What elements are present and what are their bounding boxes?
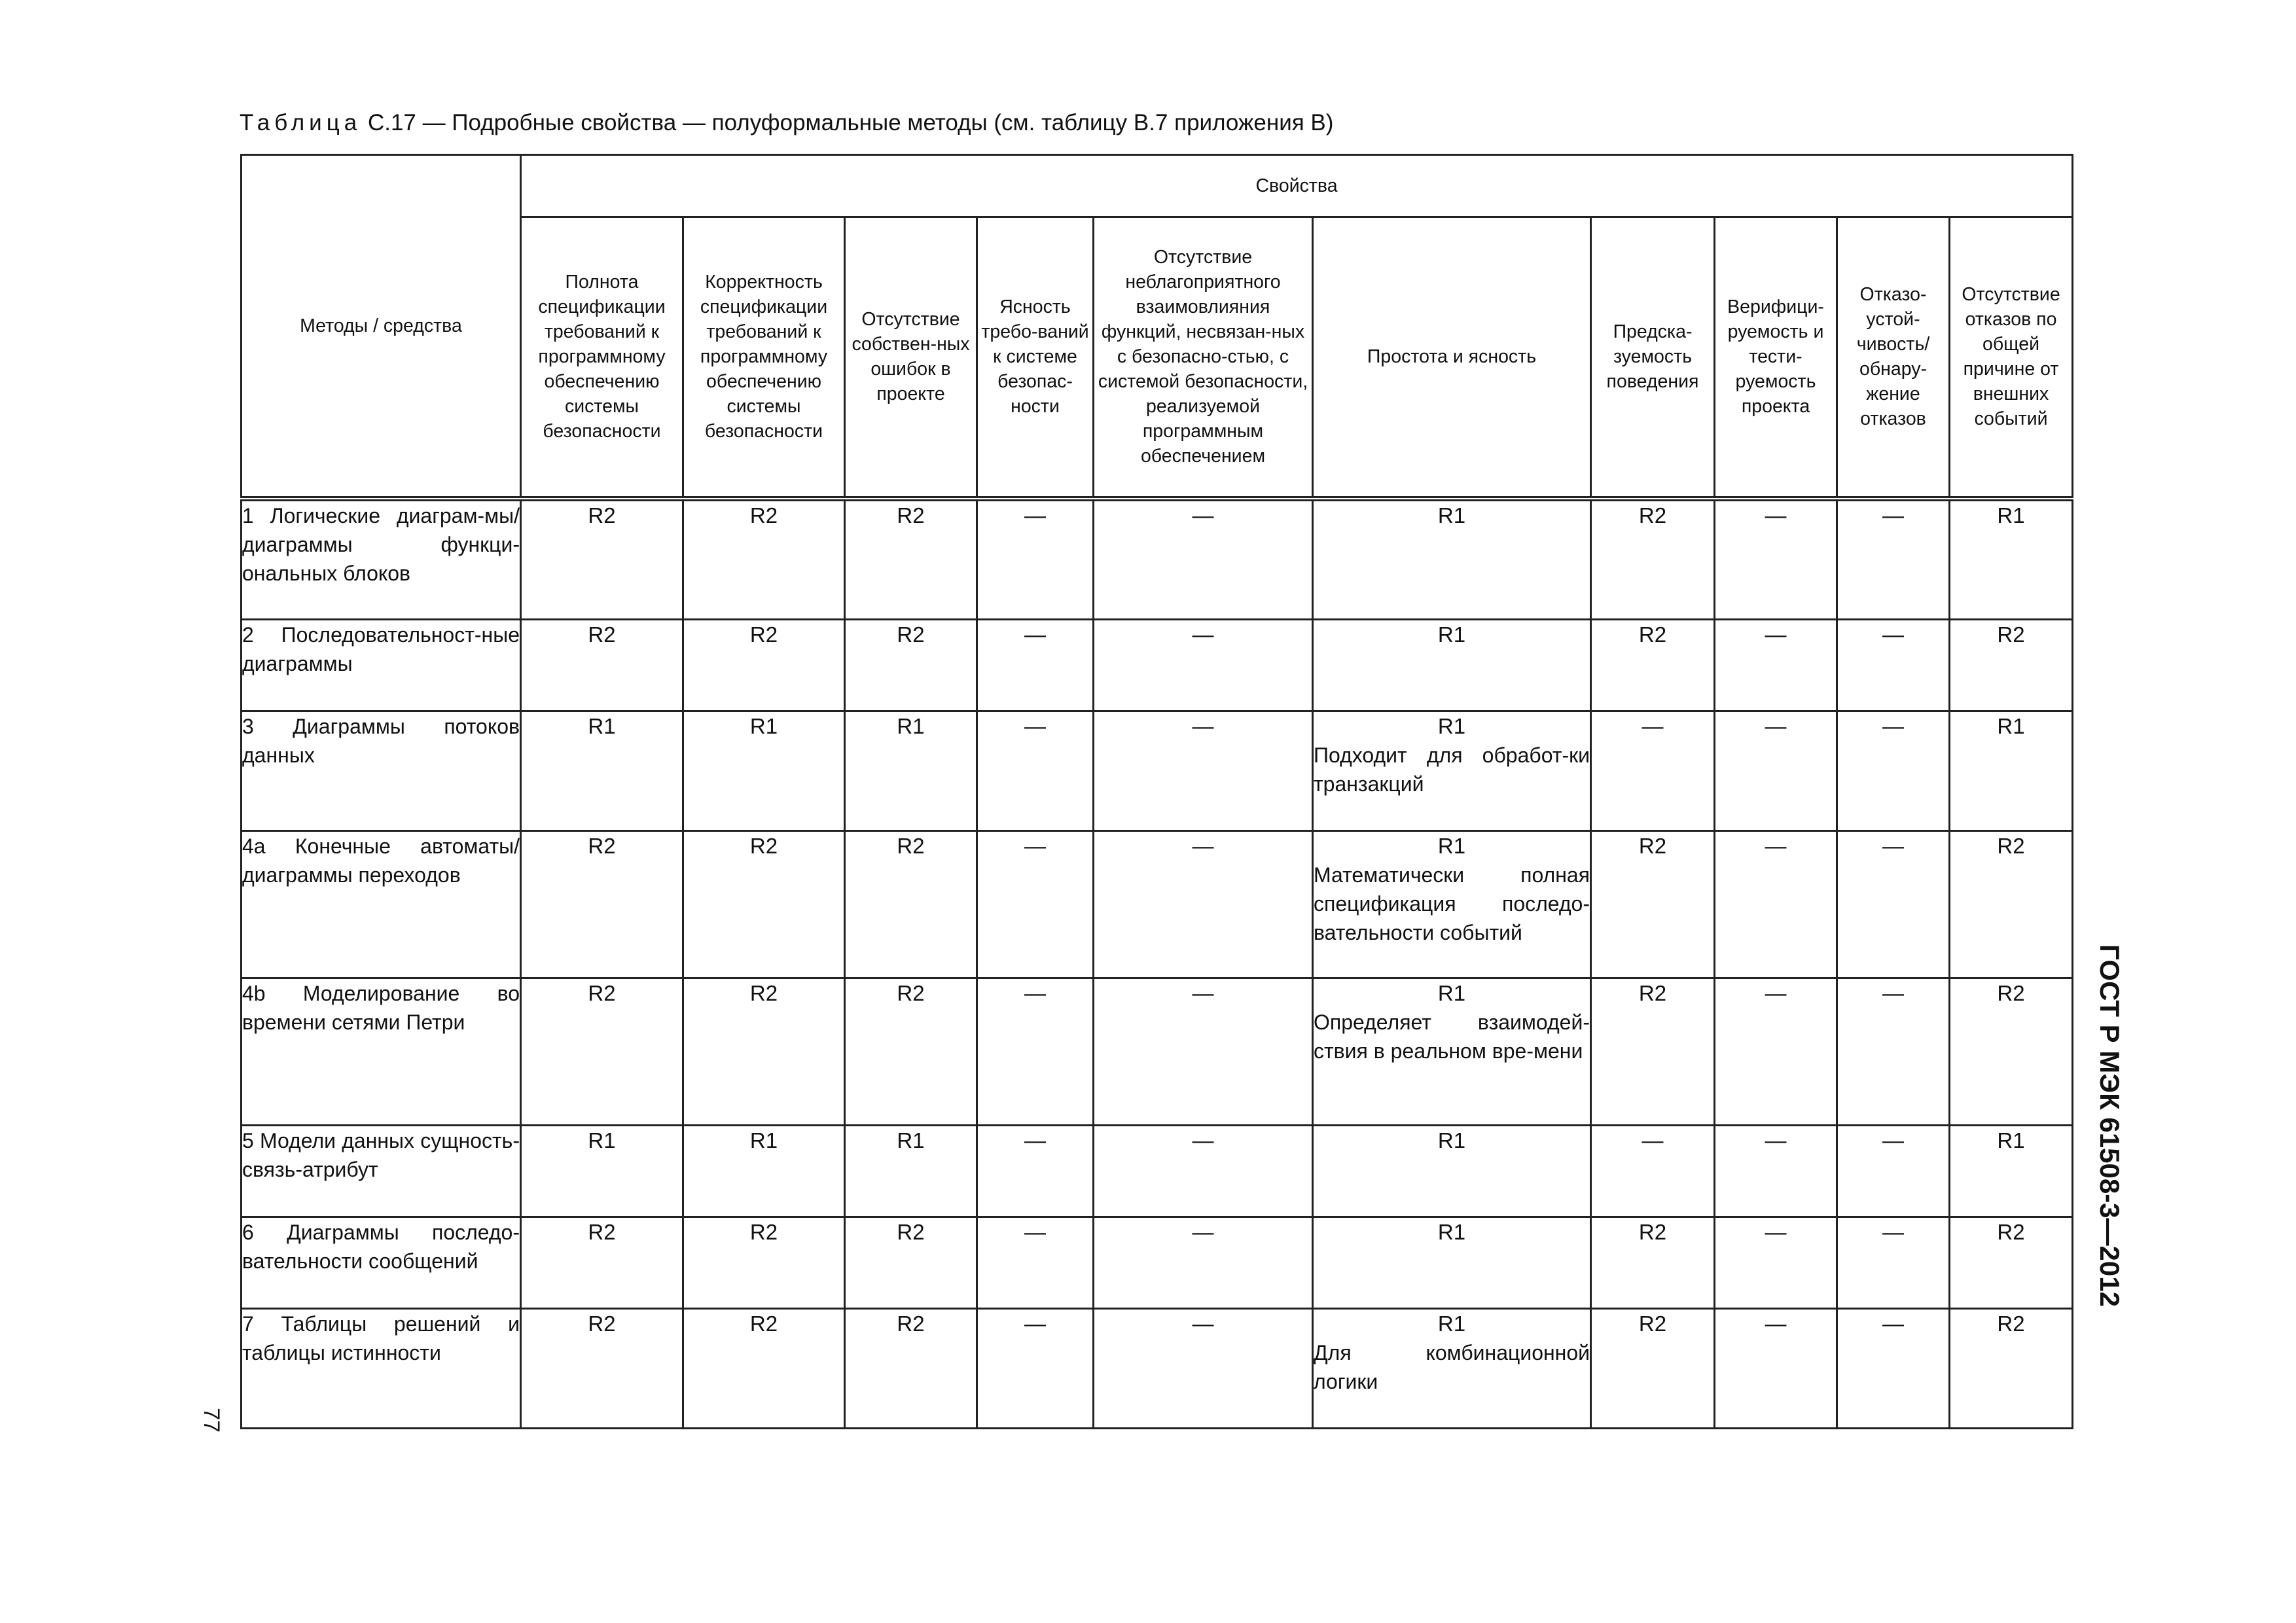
simplicity-cell [1313,978,1591,1126]
method-name: 2 Последовательност-ные диаграммы [242,620,521,711]
method-name: 4а Конечные автоматы/ диаграммы переходов [242,831,521,978]
rating-value: — [1591,1126,1715,1217]
simplicity-cell [1313,1309,1591,1429]
rating-value: R1 [1437,503,1466,527]
rating-value: — [977,1217,1094,1309]
rating-value: R2 [845,620,977,711]
rating-note: Математически полная спецификация последо-вательности событий [1314,863,1590,944]
rating-value: R2 [1591,1217,1715,1309]
rating-value: R2 [1950,620,2073,711]
rating-value: — [1837,1309,1950,1429]
method-name: 4b Моделирование во времени сетями Петри [242,978,521,1126]
rating-value: R1 [1950,711,2073,831]
rating-value: — [977,1309,1094,1429]
rating-value: R2 [1950,1309,2073,1429]
rating-value: — [1715,1217,1837,1309]
rating-value: — [977,831,1094,978]
property-header: Отсутствие неблагоприятного взаимовлияния функций, несвязан-ных с безопасно-стью, с системой безопасности, реализуемой программным обеспечением [1094,217,1313,499]
properties-table [240,154,2073,1429]
rating-value: R2 [1591,831,1715,978]
rating-value: R1 [1437,622,1466,647]
rating-value: R2 [845,978,977,1126]
rating-value: — [1715,978,1837,1126]
property-header: Простота и ясность [1313,217,1591,499]
simplicity-cell [1313,1217,1591,1309]
method-name: 6 Диаграммы последо-вательности сообщений [242,1217,521,1309]
rating-value: — [1837,620,1950,711]
property-header: Отсутствие отказов по общей причине от внешних событий [1950,217,2073,499]
rating-value: R1 [1437,981,1466,1005]
rating-value: — [977,978,1094,1126]
simplicity-cell [1313,1126,1591,1217]
rating-value: R2 [521,1217,683,1309]
rating-value: — [1715,1126,1837,1217]
rating-value: R2 [521,831,683,978]
property-header: Отказо-устой-чивость/ обнару-жение отказов [1837,217,1950,499]
rating-value: R1 [521,711,683,831]
rating-note: Подходит для обработ-ки транзакций [1314,743,1590,796]
rating-value: — [1837,499,1950,620]
table-row [242,620,2073,711]
rating-value: R2 [683,1217,845,1309]
rating-value: — [1094,1309,1313,1429]
rating-value: R2 [683,499,845,620]
table-row [242,1126,2073,1217]
table-caption [240,109,2072,137]
rating-value: — [1715,499,1837,620]
rating-value: R2 [521,978,683,1126]
table-row [242,1309,2073,1429]
rating-value: R2 [521,1309,683,1429]
rating-note: Определяет взаимодей-ствия в реальном вре-мени [1314,1010,1590,1063]
table-row [242,978,2073,1126]
caption-prefix: Таблица [240,110,362,135]
property-header: Отсутствие собствен-ных ошибок в проекте [845,217,977,499]
rating-value: — [1837,978,1950,1126]
standard-designation: ГОСТ Р МЭК 61508-3—2012 [2094,944,2125,1307]
property-header: Верифици-руемость и тести-руемость проекта [1715,217,1837,499]
rating-value: R1 [1950,499,2073,620]
method-name: 5 Модели данных сущность-связь-атрибут [242,1126,521,1217]
rating-value: R1 [1437,1311,1466,1336]
simplicity-cell [1313,499,1591,620]
rating-value: R1 [683,711,845,831]
rating-value: — [1094,711,1313,831]
rating-value: R2 [845,1217,977,1309]
rating-value: — [1094,499,1313,620]
rating-value: R1 [1437,1128,1466,1152]
rating-value: R2 [845,831,977,978]
property-header: Полнота спецификации требований к программному обеспечению системы безопасности [521,217,683,499]
rating-value: — [977,499,1094,620]
page-number: 77 [199,1408,224,1433]
rating-value: — [1837,831,1950,978]
property-header: Предска-зуемость поведения [1591,217,1715,499]
properties-header: Свойства [521,155,2073,217]
methods-header: Методы / средства [242,155,521,499]
rating-value: R1 [1950,1126,2073,1217]
rating-value: R2 [1950,831,2073,978]
rating-value: R2 [1950,1217,2073,1309]
rating-value: — [1715,711,1837,831]
caption-text: С.17 — Подробные свойства — полуформальные методы (см. таблицу В.7 приложения В) [361,110,1334,135]
rating-value: R1 [1437,714,1466,738]
rating-value: — [1837,1126,1950,1217]
rating-value: — [977,711,1094,831]
table-row [242,1217,2073,1309]
rating-value: R2 [521,499,683,620]
rating-value: R1 [1437,1220,1466,1244]
rating-value: R2 [1950,978,2073,1126]
method-name: 7 Таблицы решений и таблицы истинности [242,1309,521,1429]
rating-value: R1 [521,1126,683,1217]
rating-value: R1 [1437,834,1466,858]
rating-value: — [1094,978,1313,1126]
rating-value: R2 [1591,978,1715,1126]
simplicity-cell [1313,620,1591,711]
table-row [242,711,2073,831]
rating-value: — [1094,1126,1313,1217]
simplicity-cell [1313,831,1591,978]
property-header: Корректность спецификации требований к программному обеспечению системы безопасности [683,217,845,499]
simplicity-cell [1313,711,1591,831]
rating-value: — [1094,620,1313,711]
rating-value: R2 [1591,620,1715,711]
rating-value: R2 [845,499,977,620]
rating-note: Для комбинационной логики [1314,1341,1590,1393]
method-name: 3 Диаграммы потоков данных [242,711,521,831]
rating-value: R2 [683,620,845,711]
rating-value: R1 [683,1126,845,1217]
rating-value: — [1837,1217,1950,1309]
rating-value: — [977,620,1094,711]
table-row [242,831,2073,978]
table-row [242,499,2073,620]
rating-value: — [1094,1217,1313,1309]
rating-value: R2 [683,978,845,1126]
rating-value: — [1837,711,1950,831]
rating-value: R2 [1591,499,1715,620]
rating-value: — [1715,620,1837,711]
method-name: 1 Логические диаграм-мы/диаграммы функци-ональных блоков [242,499,521,620]
rating-value: R2 [521,620,683,711]
rating-value: — [1715,831,1837,978]
rating-value: — [1591,711,1715,831]
rating-value: R2 [1591,1309,1715,1429]
rating-value: R2 [683,831,845,978]
rating-value: — [1094,831,1313,978]
rating-value: R1 [845,711,977,831]
rating-value: R1 [845,1126,977,1217]
rating-value: — [977,1126,1094,1217]
rating-value: — [1715,1309,1837,1429]
rating-value: R2 [683,1309,845,1429]
property-header: Ясность требо-ваний к системе безопас-ности [977,217,1094,499]
rating-value: R2 [845,1309,977,1429]
